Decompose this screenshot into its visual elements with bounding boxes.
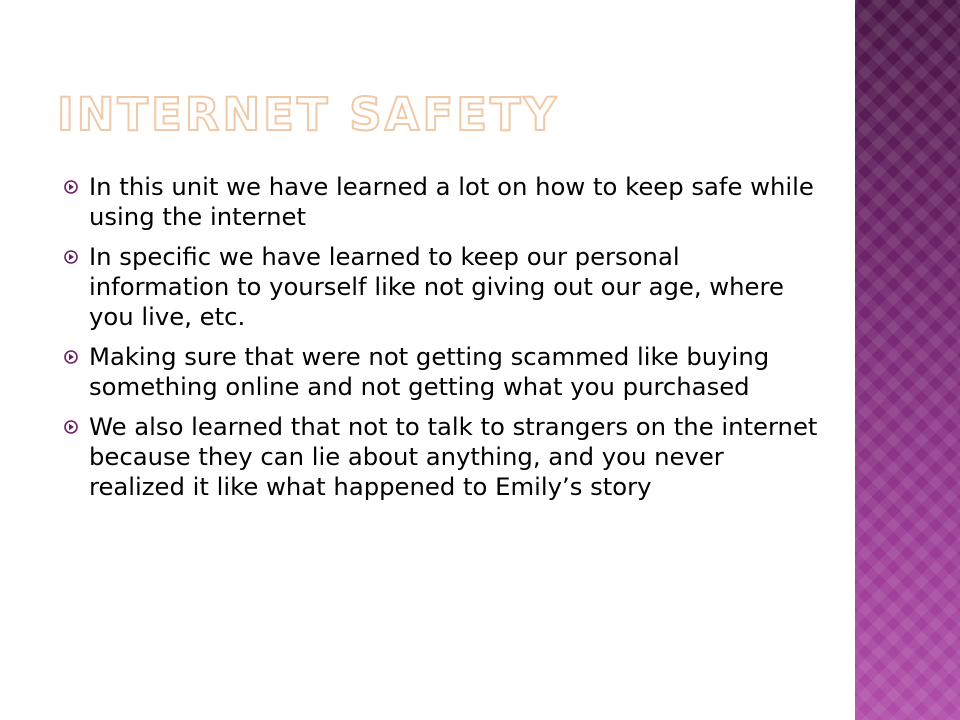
circled-arrow-icon — [64, 350, 78, 364]
bullet-text: We also learned that not to talk to strangers on the internet because they can lie about anything, and you never realized it like what happened to Emily’s story — [89, 412, 818, 501]
bullet-item — [64, 172, 824, 232]
bullet-text: Making sure that were not getting scammed like buying something online and not getting what you purchased — [89, 342, 770, 401]
bullet-item — [64, 242, 824, 332]
bullet-text: In specific we have learned to keep our personal information to yourself like not giving out our age, where you live, etc. — [89, 242, 784, 331]
slide-title: INTERNET SAFETY — [57, 88, 560, 141]
circled-arrow-icon — [64, 420, 78, 434]
bullet-text: In this unit we have learned a lot on how to keep safe while using the internet — [89, 172, 814, 231]
circled-arrow-icon — [64, 250, 78, 264]
bullet-item — [64, 412, 824, 502]
circled-arrow-icon — [64, 180, 78, 194]
bullet-item — [64, 342, 824, 402]
decorative-side-band — [855, 0, 960, 720]
bullet-list — [64, 172, 824, 512]
